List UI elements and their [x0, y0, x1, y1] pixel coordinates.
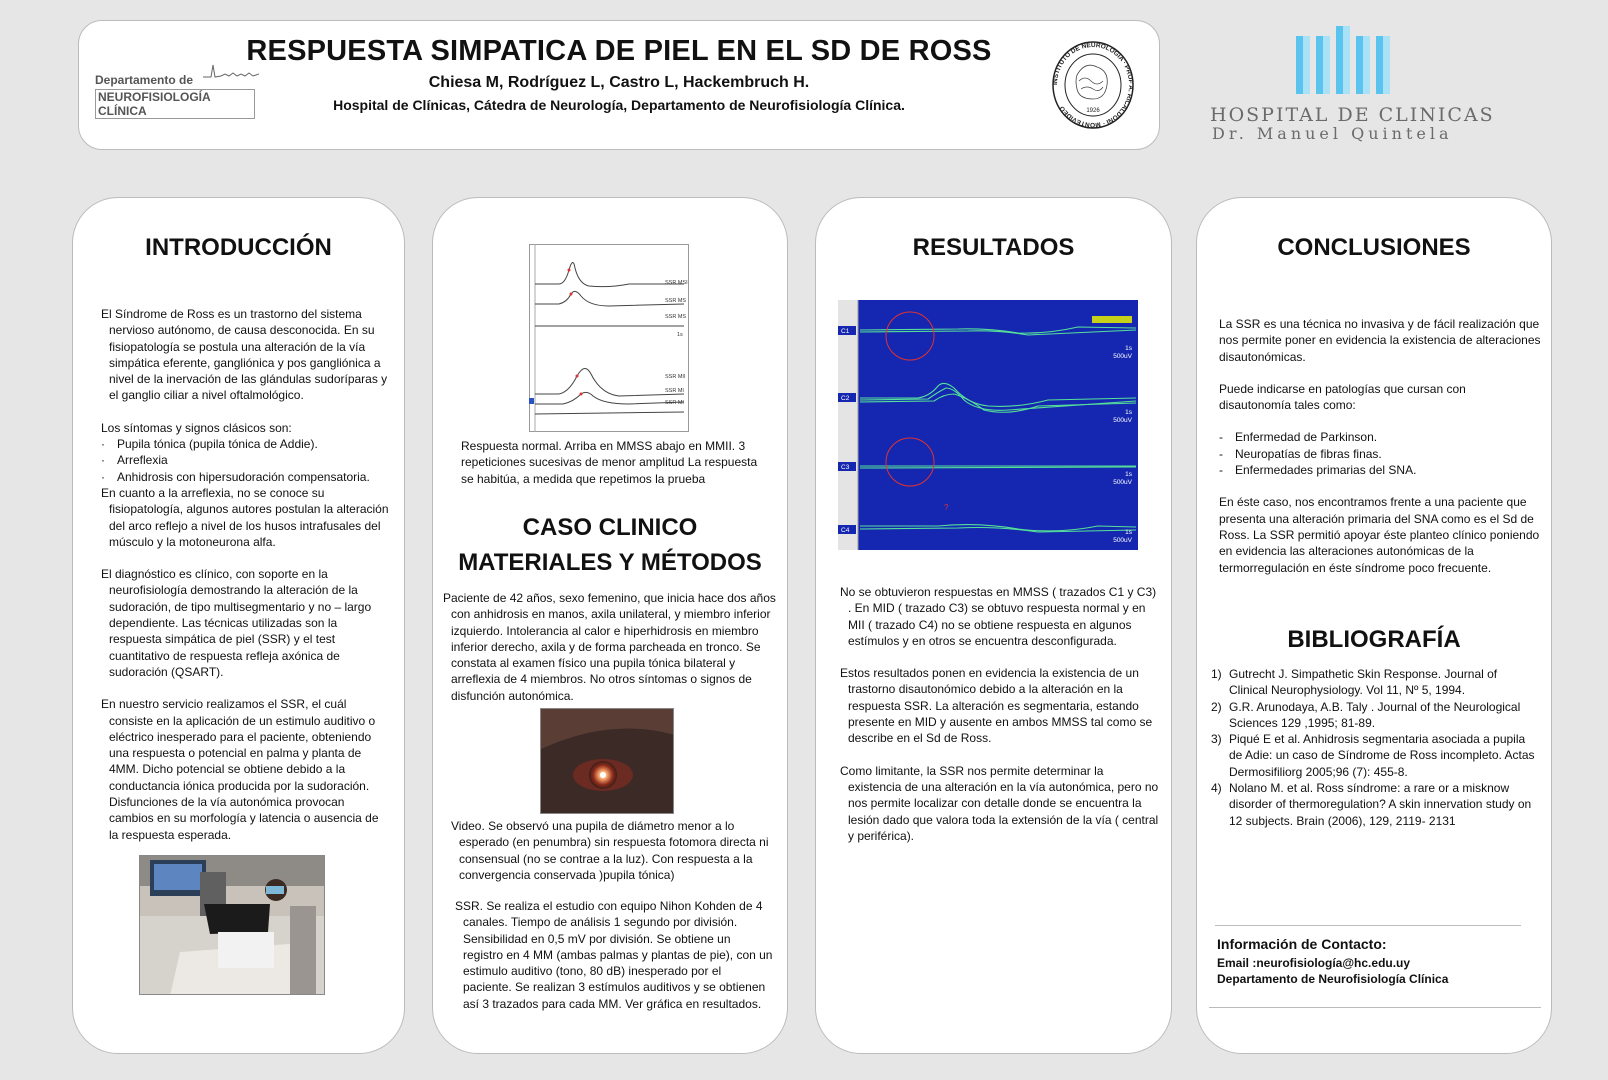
- svg-text:SSR MI: SSR MI: [665, 400, 684, 406]
- introduccion-panel: [72, 197, 405, 1054]
- contact-divider-top: [1215, 925, 1521, 926]
- svg-text:1926: 1926: [1086, 108, 1100, 114]
- conclusiones-panel: [1196, 197, 1552, 1054]
- patient-study-photo: [139, 855, 325, 995]
- contact-email-link[interactable]: Email :neurofisiología@hc.edu.uy: [1217, 956, 1411, 970]
- institute-seal-logo: [1047, 35, 1139, 135]
- ssr-method-text: SSR. Se realiza el estudio con equipo Nihon Kohden de 4 canales. Tiempo de análisis 1 segundo por división. Sensibilidad en 0,5 mV por división. Se obtiene un registro en 4 MM (ambas palmas y plantas de pie), con un estimulo auditivo (tono, 80 dB) inesperado por el paciente. Se realizan 3 estímulos auditivos y se obtienen así 3 trazados para cada MM. Ver gráfica en resultados.: [455, 899, 773, 1011]
- hospital-building-icon: [1292, 22, 1396, 96]
- caso-clinico-title: CASO CLINICO MATERIALES Y MÉTODOS: [458, 514, 762, 576]
- svg-text:1s: 1s: [1125, 471, 1132, 478]
- patient-ssr-recording: [838, 300, 1138, 550]
- svg-text:500uV: 500uV: [1113, 537, 1132, 544]
- conclusiones-title: CONCLUSIONES: [1277, 234, 1471, 261]
- contact-info: Información de Contacto: Email :neurofisiología@hc.edu.uy Departamento de Neurofisiología Clínica: [1217, 936, 1537, 986]
- svg-text:1s: 1s: [1125, 409, 1132, 416]
- department-logo: Departamento de NEUROFISIOLOGÍA CLÍNICA: [95, 61, 255, 107]
- bibliografia-title: BIBLIOGRAFÍA: [1287, 626, 1461, 653]
- video-caption: Video. Se observó una pupila de diámetro menor a lo esperado (en penumbra) sin respuesta fotomora directa ni consensual (no se contrae a la luz). Con respuesta a la convergencia conservada )pupila tónica): [451, 819, 769, 882]
- svg-text:1s: 1s: [1125, 345, 1132, 352]
- normal-response-caption: Respuesta normal. Arriba en MMSS abajo en MMII. 3 repeticiones sucesivas de menor amplitud La respuesta se habitúa, a medida que repetimos la prueba: [461, 439, 758, 486]
- poster-institution: Hospital de Clínicas, Cátedra de Neurología, Departamento de Neurofisiología Clínica.: [333, 97, 905, 113]
- resultados-text: No se obtuvieron respuestas en MMSS ( trazados C1 y C3) . En MID ( trazado C3) se obtuvo respuesta normal y en MII ( trazado C4) no se obtiene respuesta en algunos estímulos y en otros se encuentra desconfigurada. Estos resultados ponen en evidencia la existencia de un trastorno disautonómico debido a la alteración en la respuesta SSR. La alteración es segmentaria, estando presente en MID y ausente en ambos MMSS tal como se describe en el Sd de Ross. Como limitante, la SSR nos permite determinar la existencia de una alteración en la vía autonómica, pero no nos permite localizar con detalle donde se encuentra la lesión dado que valora toda la extensión de la vía ( central y periférica).: [840, 585, 1159, 843]
- resultados-panel: [815, 197, 1172, 1054]
- introduccion-title: INTRODUCCIÓN: [145, 234, 332, 261]
- bibliografia-list: [1211, 666, 1535, 829]
- svg-text:C4: C4: [841, 527, 850, 534]
- poster-title: RESPUESTA SIMPATICA DE PIEL EN EL SD DE ROSS: [246, 35, 992, 67]
- svg-text:?: ?: [944, 503, 949, 512]
- svg-text:1s: 1s: [677, 332, 683, 338]
- reference-item: 3) Piqué E et al. Anhidrosis segmentaria asociada a pupila de Adie: un caso de Síndrome de Ross incompleto. Actas Dermosifiliorg 2005;96 (7): 455-8.: [1211, 732, 1535, 779]
- svg-text:C1: C1: [841, 328, 850, 335]
- normal-ssr-trace: [529, 244, 689, 432]
- poster-authors: Chiesa M, Rodríguez L, Castro L, Hackembruch H.: [428, 74, 810, 91]
- reference-item: 1) Gutrecht J. Simpathetic Skin Response. Journal of Clinical Neurophysiology. Vol 11, Nº 5, 1994.: [1211, 667, 1498, 698]
- conclusiones-text: La SSR es una técnica no invasiva y de fácil realización que nos permite poner en evidencia la existencia de alteraciones disautonómicas. Puede indicarse en patologías que cursan con disautonomía tales como: - Enfermedad de Parkinson. - Neuropatías de fibras finas. - Enfermedades primarias del SNA. En éste caso, nos encontramos frente a una paciente que presenta una alteración primaria del SNA como es el Sd de Ross. La SSR permitió apoyar éste planteo clínico poniendo en evidencia las alteraciones autonómicas de la termorregulación en éste síndrome poco frecuente.: [1219, 316, 1541, 592]
- svg-text:C3: C3: [841, 464, 850, 471]
- introduccion-text: El Síndrome de Ross es un trastorno del sistema nervioso autónomo, de causa desconocida. En su fisiopatología se postula una alteración de la vía simpática eferente, gangliónica y pos gangliónica a nivel de la inervación de las glándulas sudoríparas y el ganglio ciliar a nivel oftalmológico. Los síntomas y signos clásicos son: · Pupila tónica (pupila tónica de Addie). · Arreflexia · Anhidrosis con hipersudoración compensatoria. En cuanto a la arreflexia, no se conoce su fisiopatología, algunos autores postulan la alteración del arco reflejo a nivel de los husos intrafusales del músculo y la motoneurona alfa. El diagnóstico es clínico, con soporte en la neurofisiología demostrando la alteración de la sudoración, de tipo multisegmentario y no – largo dependiente. Las técnicas utilizadas son la respuesta simpática de piel (SSR) y el test cuantitativo de respuesta refleja axónica de sudoración (QSART). En nuestro servicio realizamos el SSR, el cuál consiste en la aplicación de un estimulo auditivo o eléctrico inesperado para el paciente, obteniendo una respuesta o potencial en palma y planta de 4MM. Dicho potencial se obtiene debido a la conductancia iónica producida por la sudoración. Disfunciones de la vía autonómica provocan cambios en su morfología y latencia o ausencia de la respuesta esperada.: [101, 306, 391, 859]
- svg-text:INSTITUTO DE NEUROLOGIA · PROF: INSTITUTO DE NEUROLOGIA · PROF A. RICALDONI · MONTEVIDEO: [1051, 41, 1135, 129]
- svg-text:SSR MS: SSR MS: [665, 314, 687, 320]
- reference-item: 4) Nolano M. et al. Ross síndrome: a rare or a misknow disorder of thermoregulation? A skin innervation study on 12 subjects. Brain (2006), 129, 2119- 2131: [1211, 781, 1532, 828]
- svg-text:500uV: 500uV: [1113, 479, 1132, 486]
- svg-text:500uV: 500uV: [1113, 417, 1132, 424]
- svg-text:C2: C2: [841, 395, 850, 402]
- caso-clinico-panel: [432, 197, 788, 1054]
- svg-text:SSR MII: SSR MII: [665, 374, 686, 380]
- contact-divider-bottom: [1209, 1007, 1541, 1008]
- svg-text:SSR MSI: SSR MSI: [665, 280, 688, 286]
- reference-item: 2) G.R. Arunodaya, A.B. Taly . Journal of the Neurological Sciences 129 ,1995; 81-89.: [1211, 699, 1521, 730]
- hospital-logo: HOSPITAL DE CLINICAS Dr. Manuel Quintela: [1200, 22, 1500, 147]
- caso-clinico-text: Paciente de 42 años, sexo femenino, que inicia hace dos años con anhidrosis en manos, axila unilateral, y miembro inferior izquierdo. Intolerancia al calor e hiperhidrosis en miembro inferior derecho, axila y de forma parcheada en tronco. Se constata al examen físico una pupila tónica bilateral y arreflexia de 4 miembros. No otros síntomas o signos de disfunción autonómica.: [443, 591, 776, 703]
- svg-text:500uV: 500uV: [1113, 353, 1132, 360]
- svg-text:1s: 1s: [1125, 529, 1132, 536]
- svg-text:SSR MS: SSR MS: [665, 298, 687, 304]
- svg-text:SSR MI: SSR MI: [665, 388, 684, 394]
- resultados-title: RESULTADOS: [912, 234, 1075, 261]
- pupil-video-frame[interactable]: [540, 708, 674, 814]
- poster-header: [78, 20, 1160, 150]
